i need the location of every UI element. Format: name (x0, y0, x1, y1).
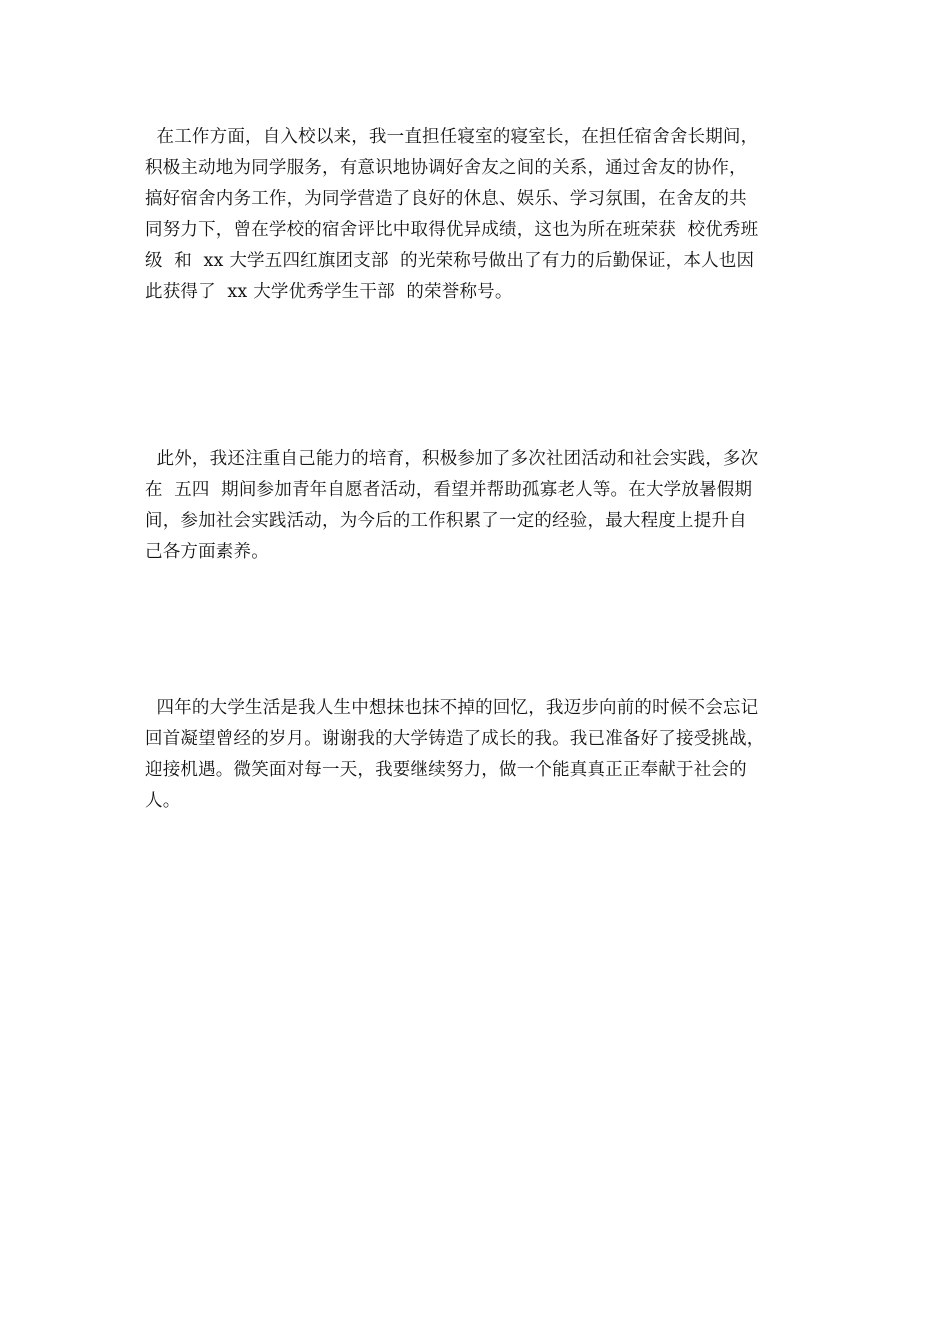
paragraph-line: 同努力下，曾在学校的宿舍评比中取得优异成绩，这也为所在班荣获 校优秀班 (145, 220, 759, 240)
paragraph-line: 积极主动地为同学服务，有意识地协调好舍友之间的关系，通过舍友的协作， (145, 158, 747, 178)
paragraph-line: 搞好宿舍内务工作，为同学营造了良好的休息、娱乐、学习氛围，在舍友的共 (145, 189, 747, 209)
paragraph-line: 级 和 xx 大学五四红旗团支部 的光荣称号做出了有力的后勤保证，本人也因 (145, 251, 755, 271)
paragraph-line: 四年的大学生活是我人生中想抹也抹不掉的回忆，我迈步向前的时候不会忘记 (145, 698, 759, 718)
paragraph-line: 在工作方面，自入校以来，我一直担任寝室的寝室长，在担任宿舍舍长期间， (145, 127, 759, 147)
paragraph-line: 回首凝望曾经的岁月。谢谢我的大学铸造了成长的我。我已准备好了接受挑战， (145, 729, 765, 749)
paragraph-conclusion (145, 693, 810, 817)
paragraph-line: 此外，我还注重自己能力的培育，积极参加了多次社团活动和社会实践，多次 (145, 449, 759, 469)
paragraph-work (145, 122, 810, 308)
paragraph-line: 此获得了 xx 大学优秀学生干部 的荣誉称号。 (145, 282, 513, 302)
paragraph-line: 在 五四 期间参加青年自愿者活动，看望并帮助孤寡老人等。在大学放暑假期 (145, 480, 753, 500)
paragraph-line: 己各方面素养。 (145, 542, 269, 562)
paragraph-line: 迎接机遇。微笑面对每一天，我要继续努力，做一个能真真正正奉献于社会的 (145, 760, 747, 780)
paragraph-line: 人。 (145, 791, 181, 811)
paragraph-ability (145, 444, 810, 568)
paragraph-line: 间，参加社会实践活动，为今后的工作积累了一定的经验，最大程度上提升自 (145, 511, 747, 531)
